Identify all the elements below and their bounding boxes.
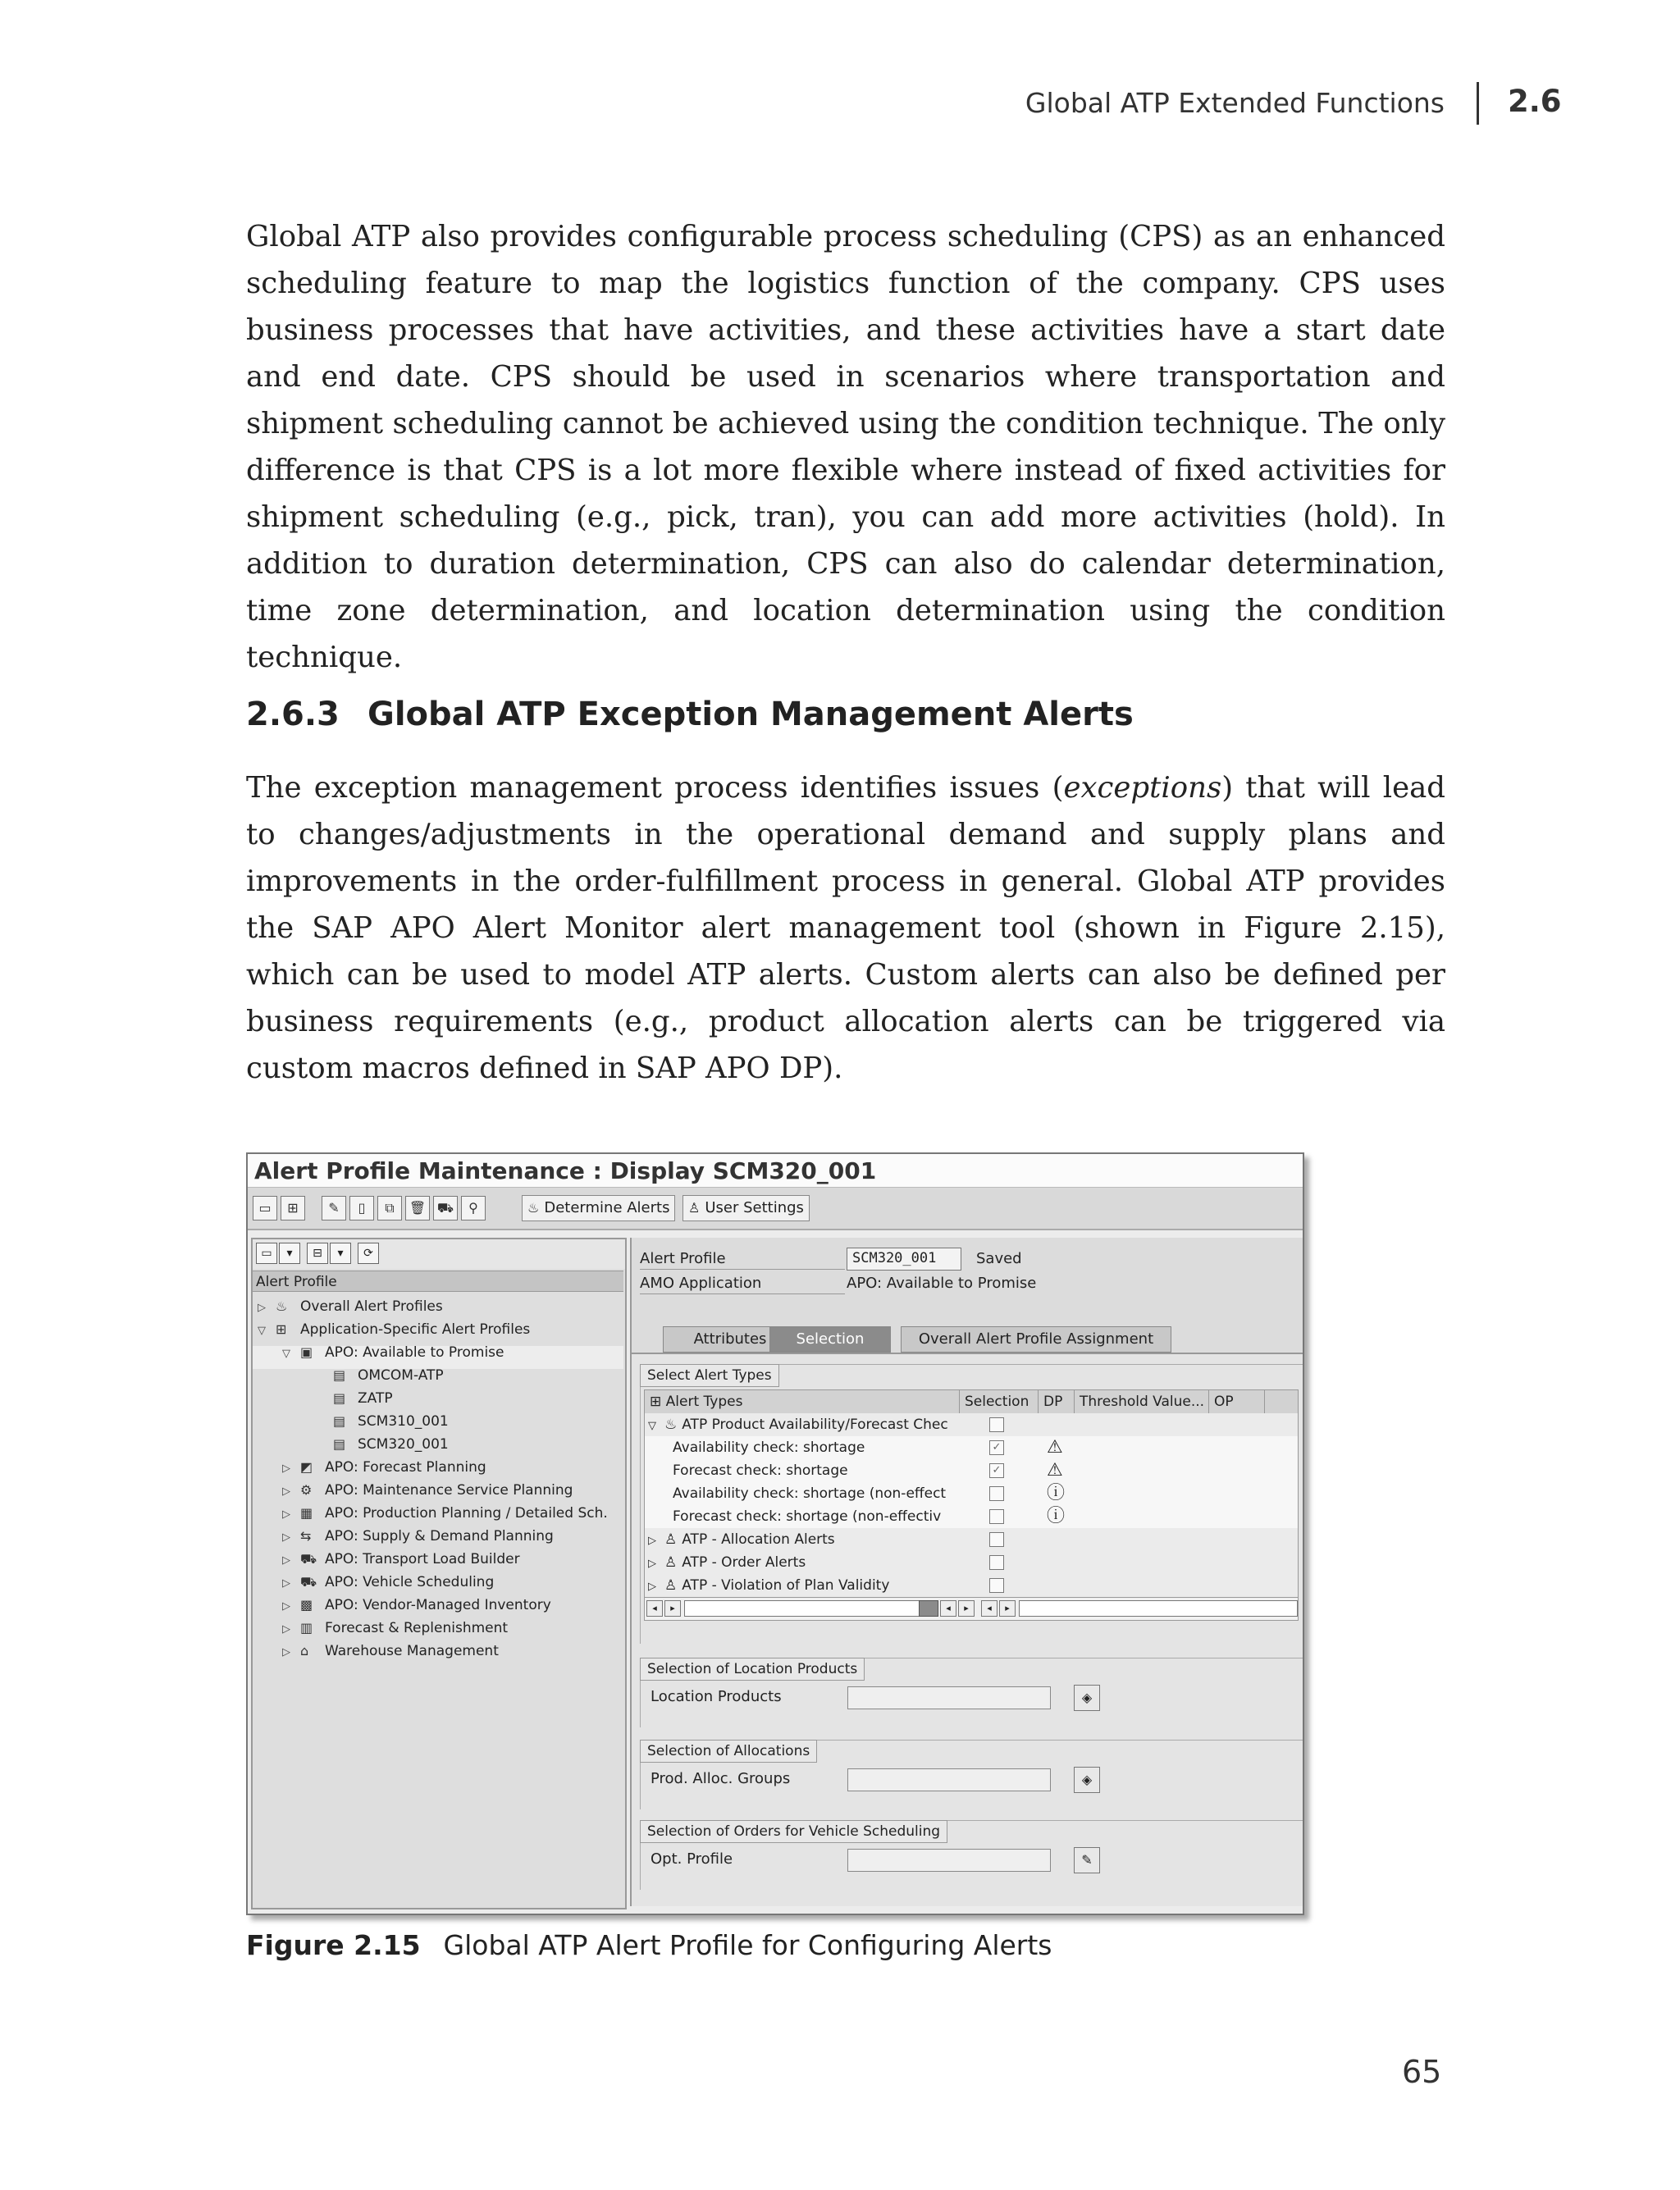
user-settings-button[interactable]: [682, 1195, 810, 1221]
tree-node-icon: ⇆: [300, 1528, 312, 1544]
header-divider: [1477, 82, 1479, 125]
tree-item-label: APO: Transport Load Builder: [325, 1551, 520, 1567]
column-selection[interactable]: Selection: [960, 1390, 1039, 1413]
alert-type-cell: [673, 1459, 956, 1482]
alert-type-cell: [673, 1505, 956, 1528]
expand-triangle-icon[interactable]: ▷: [282, 1646, 290, 1658]
alert-types-grid: [644, 1389, 1299, 1621]
tree-display-icon[interactable]: ▭: [256, 1243, 277, 1264]
window-title-bar: [248, 1154, 1303, 1188]
expand-triangle-icon[interactable]: ▷: [282, 1508, 290, 1521]
tree-item-label: APO: Maintenance Service Planning: [325, 1482, 573, 1499]
tree-item-label: APO: Supply & Demand Planning: [325, 1528, 554, 1544]
window-title: Alert Profile Maintenance : Display SCM320_001: [254, 1157, 877, 1184]
transport-icon[interactable]: ⛟: [433, 1196, 458, 1220]
tree-node-icon: ▤: [333, 1436, 346, 1452]
tree-item-label: APO: Available to Promise: [325, 1344, 504, 1361]
alert-type-icon: ♨: [664, 1417, 678, 1433]
scroll-track-2[interactable]: [1019, 1600, 1298, 1617]
edit-pencil-icon[interactable]: ✎: [322, 1196, 346, 1220]
running-header-title: Global ATP Extended Functions: [1025, 87, 1445, 119]
tree-node-icon: ▩: [300, 1597, 313, 1613]
location-products-select-icon[interactable]: ◈: [1074, 1685, 1100, 1711]
tree-item-label: APO: Vehicle Scheduling: [325, 1574, 495, 1590]
alert-type-row[interactable]: [645, 1574, 1298, 1597]
alert-type-row[interactable]: [645, 1551, 1298, 1574]
tree-item[interactable]: [282, 1502, 608, 1525]
alert-profile-field[interactable]: SCM320_001: [847, 1248, 961, 1271]
alert-type-cell: [648, 1413, 956, 1436]
opt-profile-edit-icon[interactable]: ✎: [1074, 1847, 1100, 1873]
tree-item[interactable]: [282, 1571, 494, 1594]
tree-item-label: SCM310_001: [358, 1413, 449, 1430]
tree-item[interactable]: [282, 1341, 504, 1364]
tree-item[interactable]: [282, 1594, 551, 1617]
selection-checkbox[interactable]: [989, 1509, 1004, 1524]
tree-node-icon: ◩: [300, 1459, 313, 1475]
tree-item[interactable]: [282, 1479, 573, 1502]
alert-type-cell: [648, 1574, 956, 1597]
collapse-triangle-icon[interactable]: ▽: [282, 1348, 290, 1360]
scroll-right-icon[interactable]: ▸: [664, 1600, 681, 1617]
expand-triangle-icon[interactable]: ▷: [258, 1302, 266, 1314]
alert-type-row[interactable]: [645, 1459, 1298, 1482]
allocations-title: Selection of Allocations: [640, 1740, 817, 1763]
alert-type-label: Availability check: shortage (non-effect: [673, 1485, 947, 1502]
alert-type-cell: [648, 1551, 956, 1574]
column-op[interactable]: OP: [1209, 1390, 1265, 1413]
tree-node-icon: ▤: [333, 1390, 346, 1406]
tree-refresh-icon[interactable]: ⟳: [358, 1243, 379, 1264]
running-header-section-number: 2.6: [1508, 84, 1562, 119]
tree-item[interactable]: [258, 1295, 443, 1318]
body-paragraph-2: [246, 764, 1445, 1092]
selection-tab-content: [632, 1353, 1304, 1906]
tree-node-icon: ▤: [333, 1413, 346, 1429]
tree-node-icon: ▥: [300, 1620, 313, 1636]
tree-item-label: APO: Forecast Planning: [325, 1459, 486, 1476]
scroll-left-2-icon[interactable]: ◂: [940, 1600, 956, 1617]
alert-type-cell: [673, 1482, 956, 1505]
scroll-thumb[interactable]: [919, 1600, 938, 1617]
tree-node-icon: ⛟: [300, 1551, 317, 1567]
prod-alloc-groups-input[interactable]: [847, 1768, 1051, 1791]
alert-profile-tree-panel: [251, 1238, 627, 1909]
scroll-track[interactable]: [684, 1600, 932, 1617]
determine-alerts-label: Determine Alerts: [544, 1199, 670, 1216]
scroll-left-3-icon[interactable]: ◂: [981, 1600, 998, 1617]
tree-item[interactable]: [315, 1387, 393, 1410]
alert-type-label: ATP - Order Alerts: [682, 1554, 806, 1571]
tree-item[interactable]: [258, 1318, 530, 1341]
info-icon: ⓘ: [1047, 1506, 1066, 1526]
application-toolbar: [248, 1188, 1303, 1230]
paragraph-2-emphasis: exceptions: [1063, 771, 1222, 805]
tab-attributes[interactable]: Attributes: [663, 1326, 797, 1353]
tab-overall-alert-profile-assignment[interactable]: Overall Alert Profile Assignment: [901, 1326, 1171, 1353]
page-number: 65: [1402, 2054, 1442, 2090]
selection-checkbox[interactable]: [989, 1532, 1004, 1547]
allocations-group: [640, 1740, 1304, 1809]
warning-icon: ⚠: [1047, 1437, 1063, 1458]
opt-profile-label: Opt. Profile: [651, 1850, 733, 1868]
copy-icon[interactable]: ⧉: [377, 1196, 402, 1220]
alert-type-label: Forecast check: shortage: [673, 1462, 848, 1479]
tree-layout-icon[interactable]: ⊟: [307, 1243, 328, 1264]
alert-type-label: Forecast check: shortage (non-effectiv: [673, 1508, 942, 1525]
prod-alloc-groups-label: Prod. Alloc. Groups: [651, 1770, 791, 1787]
alert-type-icon: ♙: [664, 1577, 678, 1594]
select-alert-types-group: [640, 1364, 1304, 1644]
amo-application-label: AMO Application: [640, 1274, 845, 1294]
tree-node-icon: ▤: [333, 1367, 346, 1383]
tree-node-icon: ♨: [276, 1298, 288, 1314]
info-icon: ⓘ: [1047, 1483, 1066, 1503]
tab-selection[interactable]: Selection: [769, 1326, 891, 1353]
alert-type-label: ATP - Allocation Alerts: [682, 1531, 835, 1548]
prod-alloc-groups-select-icon[interactable]: ◈: [1074, 1767, 1100, 1793]
tree-node-icon: ⛟: [300, 1574, 317, 1590]
expand-triangle-icon[interactable]: ▷: [282, 1554, 290, 1567]
running-header: [0, 82, 1680, 131]
alert-type-label: ATP Product Availability/Forecast Chec: [682, 1417, 948, 1433]
tree-header: Alert Profile: [253, 1271, 623, 1292]
alert-type-row[interactable]: [645, 1436, 1298, 1459]
alert-types-grid-header: [645, 1390, 1298, 1414]
selection-checkbox[interactable]: [989, 1555, 1004, 1570]
alert-type-row[interactable]: [645, 1505, 1298, 1528]
alert-type-label: Availability check: shortage: [673, 1439, 865, 1456]
tree-node-icon: ⌂: [300, 1643, 309, 1658]
location-products-input[interactable]: [847, 1686, 1051, 1709]
alert-profile-status: Saved: [976, 1250, 1022, 1267]
scroll-left-icon[interactable]: ◂: [646, 1600, 663, 1617]
column-threshold-value[interactable]: Threshold Value...: [1075, 1390, 1209, 1413]
column-alert-types[interactable]: [645, 1390, 960, 1413]
location-products-title: Selection of Location Products: [640, 1658, 865, 1681]
tree-item-label: Application-Specific Alert Profiles: [300, 1321, 531, 1338]
tree-item[interactable]: [315, 1410, 449, 1433]
scroll-right-3-icon[interactable]: ▸: [999, 1600, 1016, 1617]
tree-item[interactable]: [282, 1640, 499, 1663]
figure-caption: [246, 1929, 1052, 1961]
user-icon: ♙: [688, 1200, 701, 1216]
alert-type-icon: ♙: [664, 1531, 678, 1548]
tree-item-label: Overall Alert Profiles: [300, 1298, 443, 1315]
selection-checkbox[interactable]: [989, 1417, 1004, 1432]
column-alert-types-label: Alert Types: [665, 1394, 743, 1410]
alert-type-row[interactable]: [645, 1482, 1298, 1505]
section-title: Global ATP Exception Management Alerts: [368, 696, 1134, 733]
paragraph-2-part-2: ) that will lead to changes/adjustments in the operational demand and supply plans and improvements in the order-fulfillment process in general. Global ATP provides the SAP APO Alert Monitor alert management tool (shown in Figure 2.15), which can be used to model ATP alerts. Custom alerts can also be defined per business requirements (e.g., product allocation alerts can be triggered via custom macros defined in SAP APO DP).: [246, 771, 1445, 1085]
expand-triangle-icon[interactable]: ▷: [282, 1531, 290, 1544]
alert-type-icon: ♙: [664, 1554, 678, 1571]
tree-item[interactable]: [315, 1364, 444, 1387]
body-paragraph-1: Global ATP also provides configurable process scheduling (CPS) as an enhanced scheduling feature to map the logistics function of the company. CPS uses business processes that have activities, and these activities have a start date and end date. CPS should be used in scenarios where transportation and shipment scheduling cannot be achieved using the condition technique. The only difference is that CPS is a lot more flexible where instead of fixed activities for shipment scheduling (e.g., pick, tran), you can add more activities (hold). In addition to duration determination, CPS can also do calendar determination, time zone determination, and location determination using the condition technique.: [246, 220, 1445, 674]
selection-checkbox[interactable]: [989, 1486, 1004, 1501]
tree-item[interactable]: [282, 1456, 486, 1479]
column-dp[interactable]: DP: [1039, 1390, 1075, 1413]
tree-node-icon: ⊞: [276, 1321, 287, 1337]
vehicle-scheduling-group: [640, 1820, 1304, 1890]
location-products-label: Location Products: [651, 1688, 782, 1705]
alert-profile-detail-panel: [630, 1238, 1304, 1906]
expand-triangle-icon[interactable]: ▷: [282, 1600, 290, 1613]
alert-type-row[interactable]: [645, 1413, 1298, 1436]
where-used-icon[interactable]: ⚲: [461, 1196, 486, 1220]
expand-triangle-icon[interactable]: ▷: [282, 1577, 290, 1590]
warning-icon: ⚠: [1047, 1460, 1063, 1481]
tree-node-icon: ▦: [300, 1505, 313, 1521]
tree-item-label: APO: Vendor-Managed Inventory: [325, 1597, 551, 1613]
alert-type-row[interactable]: [645, 1528, 1298, 1551]
tree-dropdown-icon[interactable]: ▾: [330, 1243, 351, 1264]
tree-node-icon: ⚙: [300, 1482, 313, 1498]
tree-item[interactable]: [282, 1525, 554, 1548]
vehicle-scheduling-title: Selection of Orders for Vehicle Scheduling: [640, 1820, 947, 1843]
tree-item-label: ZATP: [358, 1390, 393, 1407]
figure-screenshot: [246, 1152, 1304, 1915]
opt-profile-input[interactable]: [847, 1849, 1051, 1872]
tree-item[interactable]: [282, 1548, 520, 1571]
scroll-right-2-icon[interactable]: ▸: [958, 1600, 975, 1617]
alert-type-cell: [673, 1436, 956, 1459]
expand-triangle-icon[interactable]: ▷: [648, 1581, 656, 1593]
expand-triangle-icon[interactable]: ▷: [648, 1535, 656, 1547]
alert-type-label: ATP - Violation of Plan Validity: [682, 1577, 890, 1594]
selection-checkbox[interactable]: [989, 1578, 1004, 1593]
profile-tabs: [638, 1326, 1303, 1351]
selection-checkbox[interactable]: ✓: [989, 1463, 1004, 1478]
collapse-triangle-icon[interactable]: ▽: [258, 1325, 266, 1337]
tree-item[interactable]: [282, 1617, 508, 1640]
tree-item-label: APO: Production Planning / Detailed Sch.: [325, 1505, 608, 1522]
grid-horizontal-scrollbar[interactable]: [645, 1597, 1298, 1617]
tree-item-label: Forecast & Replenishment: [325, 1620, 509, 1636]
tree-toolbar: [253, 1239, 625, 1269]
new-document-icon[interactable]: ▯: [349, 1196, 374, 1220]
figure-caption-text: Global ATP Alert Profile for Configuring Alerts: [443, 1929, 1052, 1961]
expand-all-icon: ⊞: [650, 1394, 666, 1410]
figure-caption-label: Figure 2.15: [246, 1929, 421, 1961]
tree-node-icon: ▣: [300, 1344, 313, 1360]
select-alert-types-title: Select Alert Types: [640, 1364, 779, 1387]
amo-application-value: APO: Available to Promise: [847, 1275, 1037, 1292]
alert-profile-label: Alert Profile: [640, 1249, 845, 1270]
location-products-group: [640, 1658, 1304, 1727]
selection-checkbox[interactable]: ✓: [989, 1440, 1004, 1455]
tree-item-label: SCM320_001: [358, 1436, 449, 1453]
section-number: 2.6.3: [246, 696, 340, 733]
expand-triangle-icon[interactable]: ▷: [282, 1623, 290, 1636]
user-settings-label: User Settings: [705, 1199, 804, 1216]
alert-type-cell: [648, 1528, 956, 1551]
collapse-triangle-icon[interactable]: ▽: [648, 1420, 656, 1432]
section-heading: [246, 696, 1134, 733]
tree-filter-icon[interactable]: ▾: [279, 1243, 300, 1264]
tree-item-label: OMCOM-ATP: [358, 1367, 444, 1384]
expand-triangle-icon[interactable]: ▷: [648, 1558, 656, 1570]
expand-triangle-icon[interactable]: ▷: [282, 1485, 290, 1498]
paragraph-2-part-1: The exception management process identifies issues (: [246, 771, 1064, 805]
tree-item-label: Warehouse Management: [325, 1643, 499, 1659]
display-icon[interactable]: ▭: [253, 1196, 277, 1220]
delete-icon[interactable]: 🗑: [405, 1196, 430, 1220]
alert-bell-icon: ♨: [527, 1200, 540, 1216]
hierarchy-icon[interactable]: ⊞: [281, 1196, 305, 1220]
expand-triangle-icon[interactable]: ▷: [282, 1462, 290, 1475]
determine-alerts-button[interactable]: [522, 1195, 675, 1221]
tree-item[interactable]: [315, 1433, 449, 1456]
